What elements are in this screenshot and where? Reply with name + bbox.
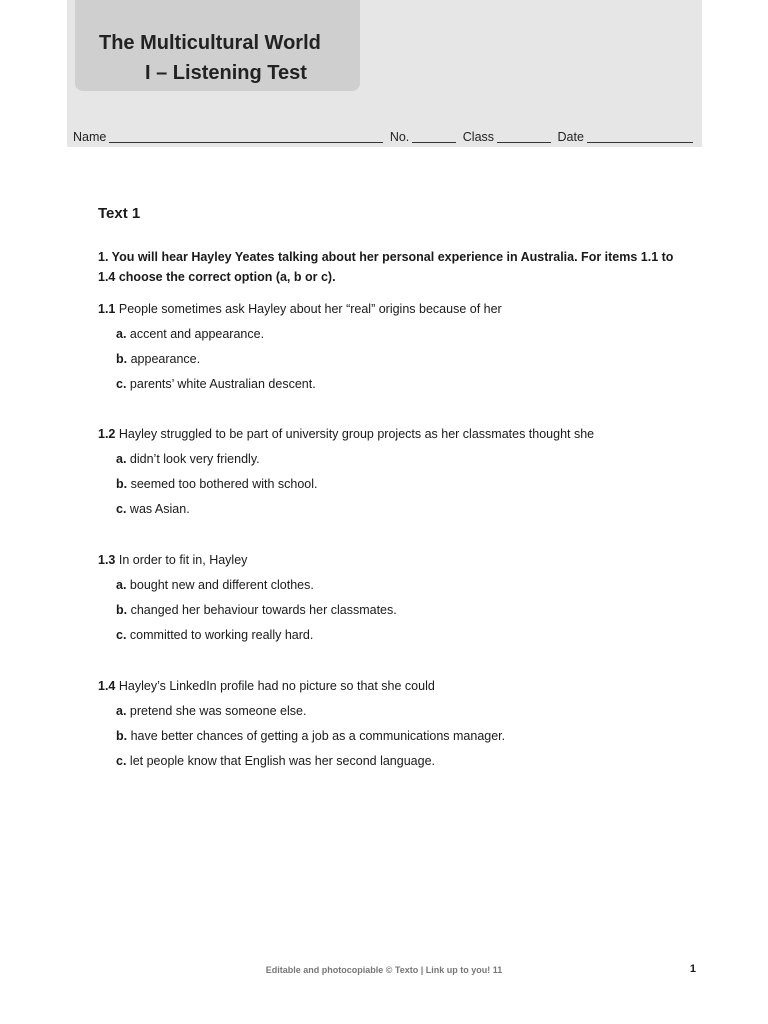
name-label: Name (73, 130, 107, 144)
question-stem: 1.4 Hayley’s LinkedIn profile had no picture so that she could (98, 679, 435, 693)
question-block (98, 300, 698, 400)
question-stem: 1.3 In order to fit in, Hayley (98, 553, 248, 567)
answer-option[interactable]: c. was Asian. (116, 502, 190, 516)
question-stem: 1.1 People sometimes ask Hayley about her “real” origins because of her (98, 302, 502, 316)
footer-text: Editable and photocopiable © Texto | Link up to you! 11 (265, 965, 503, 975)
question-stem: 1.2 Hayley struggled to be part of university group projects as her classmates thought she (98, 427, 595, 441)
answer-option[interactable]: b. seemed too bothered with school. (116, 477, 318, 491)
answer-option[interactable]: a. didn’t look very friendly. (116, 452, 260, 466)
question-block (98, 425, 698, 525)
date-label: Date (557, 130, 584, 144)
answer-option[interactable]: a. bought new and different clothes. (116, 578, 314, 592)
class-field[interactable] (497, 130, 551, 143)
question-block (98, 551, 698, 651)
class-label: Class (462, 130, 495, 144)
date-field[interactable] (587, 130, 693, 143)
name-field[interactable] (109, 130, 383, 143)
page-number: 1 (689, 963, 696, 975)
question-block (98, 677, 698, 777)
section-title: Text 1 (98, 205, 141, 222)
page-subtitle: I – Listening Test (145, 62, 307, 84)
page-title: The Multicultural World (99, 32, 321, 54)
answer-option[interactable]: a. pretend she was someone else. (116, 704, 307, 718)
instructions: 1. You will hear Hayley Yeates talking about her personal experience in Australia. For items 1.1 to 1.4 choose the correct option (a, b or c). (98, 250, 674, 284)
answer-option[interactable]: a. accent and appearance. (116, 327, 265, 341)
answer-option[interactable]: b. appearance. (116, 352, 201, 366)
number-label: No. (389, 130, 410, 144)
number-field[interactable] (412, 130, 456, 143)
answer-option[interactable]: c. let people know that English was her second language. (116, 754, 435, 768)
student-info-line (73, 130, 696, 144)
answer-option[interactable]: b. have better chances of getting a job as a communications manager. (116, 729, 506, 743)
answer-option[interactable]: b. changed her behaviour towards her classmates. (116, 603, 397, 617)
answer-option[interactable]: c. committed to working really hard. (116, 628, 314, 642)
answer-option[interactable]: c. parents’ white Australian descent. (116, 377, 316, 391)
